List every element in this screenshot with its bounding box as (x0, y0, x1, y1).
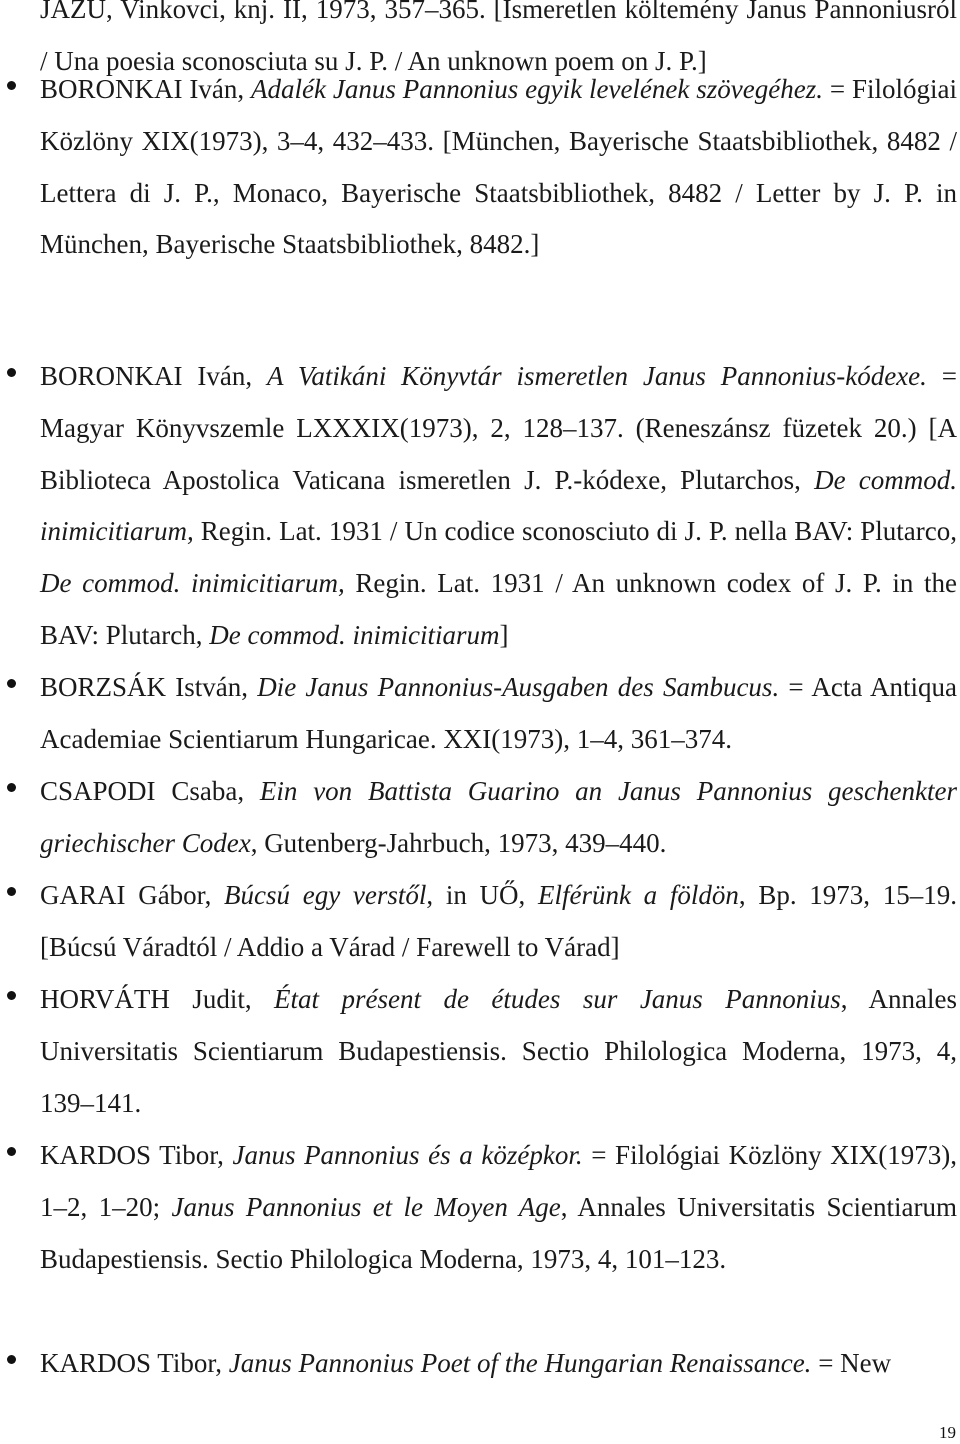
title-italic: Búcsú egy verstől (224, 880, 427, 910)
entry-segment: , Annales Universitatis Scientiarum Budapestiensis. Sectio Philologica Moderna, 1973, 4, 139–141. (40, 984, 957, 1118)
entry-segment: , Bp. 1973, 15–19. [Búcsú Váradtól / Addio a Várad / Farewell to Várad] (40, 880, 957, 962)
entry-segment: = Acta Antiqua Academiae Scientiarum Hungaricae. XXI(1973), 1–4, 361–374. (40, 672, 958, 754)
entry-text (40, 64, 957, 271)
entry-segment: Tibor, (151, 1348, 229, 1378)
bullet-icon (4, 64, 18, 106)
entry-csapodi (0, 766, 960, 870)
bullet-icon (4, 766, 18, 808)
entry-text (40, 974, 957, 1129)
bullet-icon (4, 974, 18, 1016)
author-name: KARDOS (40, 1348, 152, 1378)
title-italic: De commod. inimicitiarum, (40, 464, 958, 547)
author-name: HORVÁTH (40, 984, 170, 1014)
entry-segment: István, (166, 672, 258, 702)
bullet-dot (7, 679, 16, 688)
bullet-dot (7, 991, 16, 1000)
author-name: GARAI (40, 880, 126, 910)
title-italic: Ein von Battista Guarino an Janus Pannonius geschenkter griechischer Codex (40, 776, 957, 858)
entry-segment: = Filológiai Közlöny XIX(1973), 1–2, 1–20; (40, 1140, 957, 1222)
bullet-dot (7, 783, 16, 792)
title-italic: État présent de études sur Janus Pannonius (274, 984, 841, 1014)
title-italic: Die Janus Pannonius-Ausgaben des Sambucus. (257, 672, 780, 702)
entry-text (40, 662, 957, 766)
title-italic: Janus Pannonius és a középkor. (232, 1140, 583, 1170)
bullet-dot (7, 368, 16, 377)
bullet-dot (7, 81, 16, 90)
entry-horvath (0, 974, 960, 1129)
bullet-icon (4, 351, 18, 393)
entry-garai (0, 870, 960, 974)
author-name: KARDOS (40, 1140, 152, 1170)
entry-segment: Gábor, (125, 880, 225, 910)
bullet-dot (7, 887, 16, 896)
entry-segment: Iván, (182, 74, 252, 104)
entry-borzsak (0, 662, 960, 766)
entry-text (40, 351, 957, 662)
title-italic: A Vatikáni Könyvtár ismeretlen Janus Pannonius-kódexe. (266, 361, 927, 391)
title-italic: Janus Pannonius Poet of the Hungarian Renaissance. (228, 1348, 812, 1378)
entry-segment: Csaba, (155, 776, 260, 806)
bullet-icon (4, 662, 18, 704)
author-name: BORZSÁK (40, 672, 167, 702)
title-italic: De commod. inimicitiarum, (40, 568, 345, 599)
author-name: BORONKAI (40, 361, 183, 391)
entry-text (40, 870, 957, 974)
entry-segment: = Magyar Könyvszemle LXXXIX(1973), 2, 128–137. (Reneszánsz füzetek 20.) [A Biblioteca Apostolica Vaticana ismeretlen J. P.-kódexe, Plutarchos, (40, 361, 957, 495)
entry-segment: JAZU, Vinkovci, knj. II, 1973, 357–365. [Ismeretlen költemény Janus Pannoniusról / Una poesia sconosciuta su J. P. / An unknown poem on J. P.] (40, 0, 957, 76)
entry-segment: , Gutenberg-Jahrbuch, 1973, 439–440. (250, 827, 667, 858)
entry-kardos-poet (0, 1338, 960, 1390)
author-name: CSAPODI (40, 776, 156, 806)
entry-segment: , Annales Universitatis Scientiarum Budapestiensis. Sectio Philologica Moderna, 1973, 4, 101–123. (40, 1191, 957, 1274)
bullet-icon (4, 1130, 18, 1172)
entry-boronkai-adalek (0, 64, 960, 271)
entry-segment: , in (426, 880, 480, 910)
title-italic: Janus Pannonius et le Moyen Age (171, 1191, 561, 1222)
entry-segment: Regin. Lat. 1931 / Un codice sconosciuto di J. P. nella BAV: Plutarco, (193, 516, 957, 547)
bullet-dot (7, 1147, 16, 1156)
entry-segment: Iván, (182, 361, 267, 391)
title-italic: Adalék Janus Pannonius egyik levelének szövegéhez. (251, 74, 823, 104)
entry-text (40, 766, 957, 870)
entry-kardos-kozepkor (0, 1130, 960, 1285)
page-number: 19 (939, 1423, 956, 1442)
author-name: UŐ (479, 880, 519, 910)
entry-segment: = New (811, 1348, 892, 1378)
author-name: BORONKAI (40, 74, 183, 104)
entry-segment: = Filológiai Közlöny XIX(1973), 3–4, 432–433. [München, Bayerische Staatsbibliothek, 8482 / Lettera di J. P., Monaco, Bayerische Staatsbibliothek, 8482 / Letter by J. P. in München, Bayerische Staatsbibliothek, 8482.] (40, 74, 957, 260)
bullet-icon (4, 1338, 18, 1380)
entry-text (40, 1130, 957, 1285)
entry-segment: Regin. Lat. 1931 / An unknown codex of J. P. in the BAV: Plutarch, (40, 568, 957, 650)
entry-segment: Tibor, (151, 1140, 233, 1170)
title-italic: De commod. inimicitiarum (209, 619, 500, 650)
bullet-icon (4, 870, 18, 912)
entry-boronkai-vatikani (0, 351, 960, 662)
entry-segment: Judit, (169, 984, 275, 1014)
entry-text (40, 1338, 957, 1390)
entry-segment: ] (499, 619, 509, 650)
title-italic: Elférünk a földön (538, 880, 739, 910)
bullet-dot (7, 1355, 16, 1364)
entry-segment: , (518, 880, 538, 910)
